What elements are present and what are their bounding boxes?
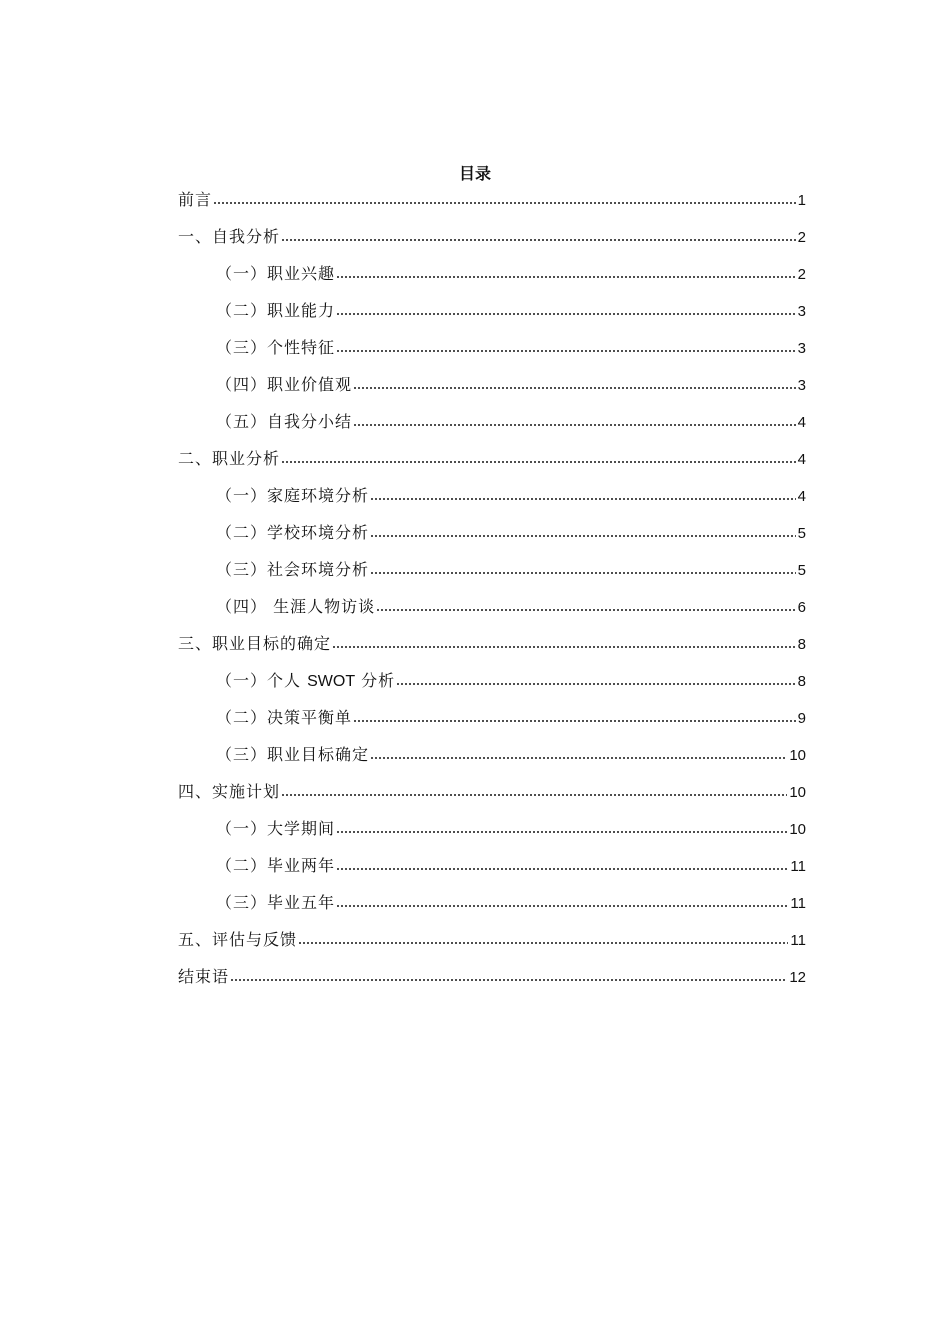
toc-entry[interactable] bbox=[178, 372, 806, 409]
toc-page-number: 10 bbox=[789, 747, 806, 764]
toc-entry-text: 四、实施计划 bbox=[178, 782, 281, 801]
toc-dot-leader bbox=[370, 746, 787, 760]
toc-page-number: 8 bbox=[797, 636, 806, 653]
toc-page-number: 12 bbox=[789, 969, 806, 986]
toc-entry[interactable] bbox=[178, 853, 806, 890]
toc-entry-text: （一）职业兴趣 bbox=[216, 264, 336, 283]
toc-entry[interactable] bbox=[178, 927, 806, 964]
toc-page-number: 3 bbox=[797, 303, 806, 320]
toc-entry[interactable] bbox=[178, 964, 806, 1001]
toc-entry[interactable] bbox=[178, 261, 806, 298]
toc-dot-leader bbox=[298, 931, 788, 945]
toc-entry[interactable] bbox=[178, 520, 806, 557]
toc-entry[interactable] bbox=[178, 742, 806, 779]
toc-dot-leader bbox=[281, 450, 796, 464]
toc-dot-leader bbox=[336, 857, 788, 871]
toc-entry[interactable] bbox=[178, 409, 806, 446]
toc-entry-text: （二）毕业两年 bbox=[216, 856, 336, 875]
toc-entry-text: 结束语 bbox=[178, 967, 230, 986]
toc-entry-text: 一、自我分析 bbox=[178, 227, 281, 246]
toc-dot-leader bbox=[336, 302, 796, 316]
toc-list bbox=[178, 187, 806, 1001]
toc-page-number: 1 bbox=[797, 192, 806, 209]
toc-page-number: 4 bbox=[797, 414, 806, 431]
toc-dot-leader bbox=[281, 228, 796, 242]
toc-page-number: 11 bbox=[790, 858, 806, 875]
toc-dot-leader bbox=[230, 968, 787, 982]
toc-entry[interactable] bbox=[178, 187, 806, 224]
toc-entry-text: 五、评估与反馈 bbox=[178, 930, 298, 949]
toc-entry[interactable] bbox=[178, 779, 806, 816]
toc-title: 目录 bbox=[458, 164, 491, 183]
toc-entry[interactable] bbox=[178, 631, 806, 668]
toc-entry-text: （四） 生涯人物访谈 bbox=[216, 597, 376, 616]
toc-entry-text: 二、职业分析 bbox=[178, 449, 281, 468]
toc-dot-leader bbox=[336, 339, 796, 353]
toc-page-number: 5 bbox=[797, 562, 806, 579]
toc-dot-leader bbox=[353, 413, 796, 427]
toc-entry-text: （二）学校环境分析 bbox=[216, 523, 370, 542]
toc-page-number: 6 bbox=[797, 599, 806, 616]
toc-dot-leader bbox=[336, 820, 787, 834]
toc-dot-leader bbox=[281, 783, 787, 797]
toc-entry-text: 三、职业目标的确定 bbox=[178, 634, 332, 653]
toc-dot-leader bbox=[370, 561, 796, 575]
toc-entry[interactable] bbox=[178, 890, 806, 927]
toc-dot-leader bbox=[213, 191, 796, 205]
toc-entry-text: （四）职业价值观 bbox=[216, 375, 353, 394]
toc-entry[interactable] bbox=[178, 705, 806, 742]
toc-page-number: 10 bbox=[789, 821, 806, 838]
toc-dot-leader bbox=[353, 709, 796, 723]
toc-entry[interactable] bbox=[178, 298, 806, 335]
toc-page-number: 11 bbox=[790, 895, 806, 912]
toc-dot-leader bbox=[376, 598, 796, 612]
toc-page-number: 10 bbox=[789, 784, 806, 801]
toc-dot-leader bbox=[332, 635, 796, 649]
toc-dot-leader bbox=[336, 265, 796, 279]
toc-dot-leader bbox=[370, 524, 796, 538]
toc-entry-text: （三）毕业五年 bbox=[216, 893, 336, 912]
toc-dot-leader bbox=[353, 376, 796, 390]
toc-dot-leader bbox=[370, 487, 796, 501]
toc-entry[interactable] bbox=[178, 557, 806, 594]
toc-page-number: 4 bbox=[797, 488, 806, 505]
toc-entry[interactable] bbox=[178, 224, 806, 261]
toc-entry[interactable] bbox=[178, 335, 806, 372]
toc-entry-text: 前言 bbox=[178, 190, 213, 209]
toc-entry[interactable] bbox=[178, 668, 806, 705]
toc-page-number: 11 bbox=[790, 932, 806, 949]
toc-page-number: 5 bbox=[797, 525, 806, 542]
toc-entry[interactable] bbox=[178, 816, 806, 853]
toc-entry-text: （三）个性特征 bbox=[216, 338, 336, 357]
toc-dot-leader bbox=[396, 672, 795, 686]
toc-entry-text: （三）职业目标确定 bbox=[216, 745, 370, 764]
toc-page-number: 2 bbox=[797, 229, 806, 246]
toc-entry-text: （一）大学期间 bbox=[216, 819, 336, 838]
toc-entry[interactable] bbox=[178, 594, 806, 631]
toc-entry-text: （一）家庭环境分析 bbox=[216, 486, 370, 505]
toc-page-number: 9 bbox=[797, 710, 806, 727]
toc-page-number: 4 bbox=[797, 451, 806, 468]
toc-page-number: 8 bbox=[797, 673, 806, 690]
toc-page-number: 3 bbox=[797, 340, 806, 357]
toc-entry-text: （五）自我分小结 bbox=[216, 412, 353, 431]
toc-dot-leader bbox=[336, 894, 788, 908]
toc-entry-text: （一）个人 SWOT 分析 bbox=[216, 671, 396, 690]
toc-entry[interactable] bbox=[178, 446, 806, 483]
toc-entry[interactable] bbox=[178, 483, 806, 520]
toc-entry-text: （二）决策平衡单 bbox=[216, 708, 353, 727]
toc-page-number: 2 bbox=[797, 266, 806, 283]
toc-entry-text: （三）社会环境分析 bbox=[216, 560, 370, 579]
toc-page-number: 3 bbox=[797, 377, 806, 394]
toc-entry-text: （二）职业能力 bbox=[216, 301, 336, 320]
